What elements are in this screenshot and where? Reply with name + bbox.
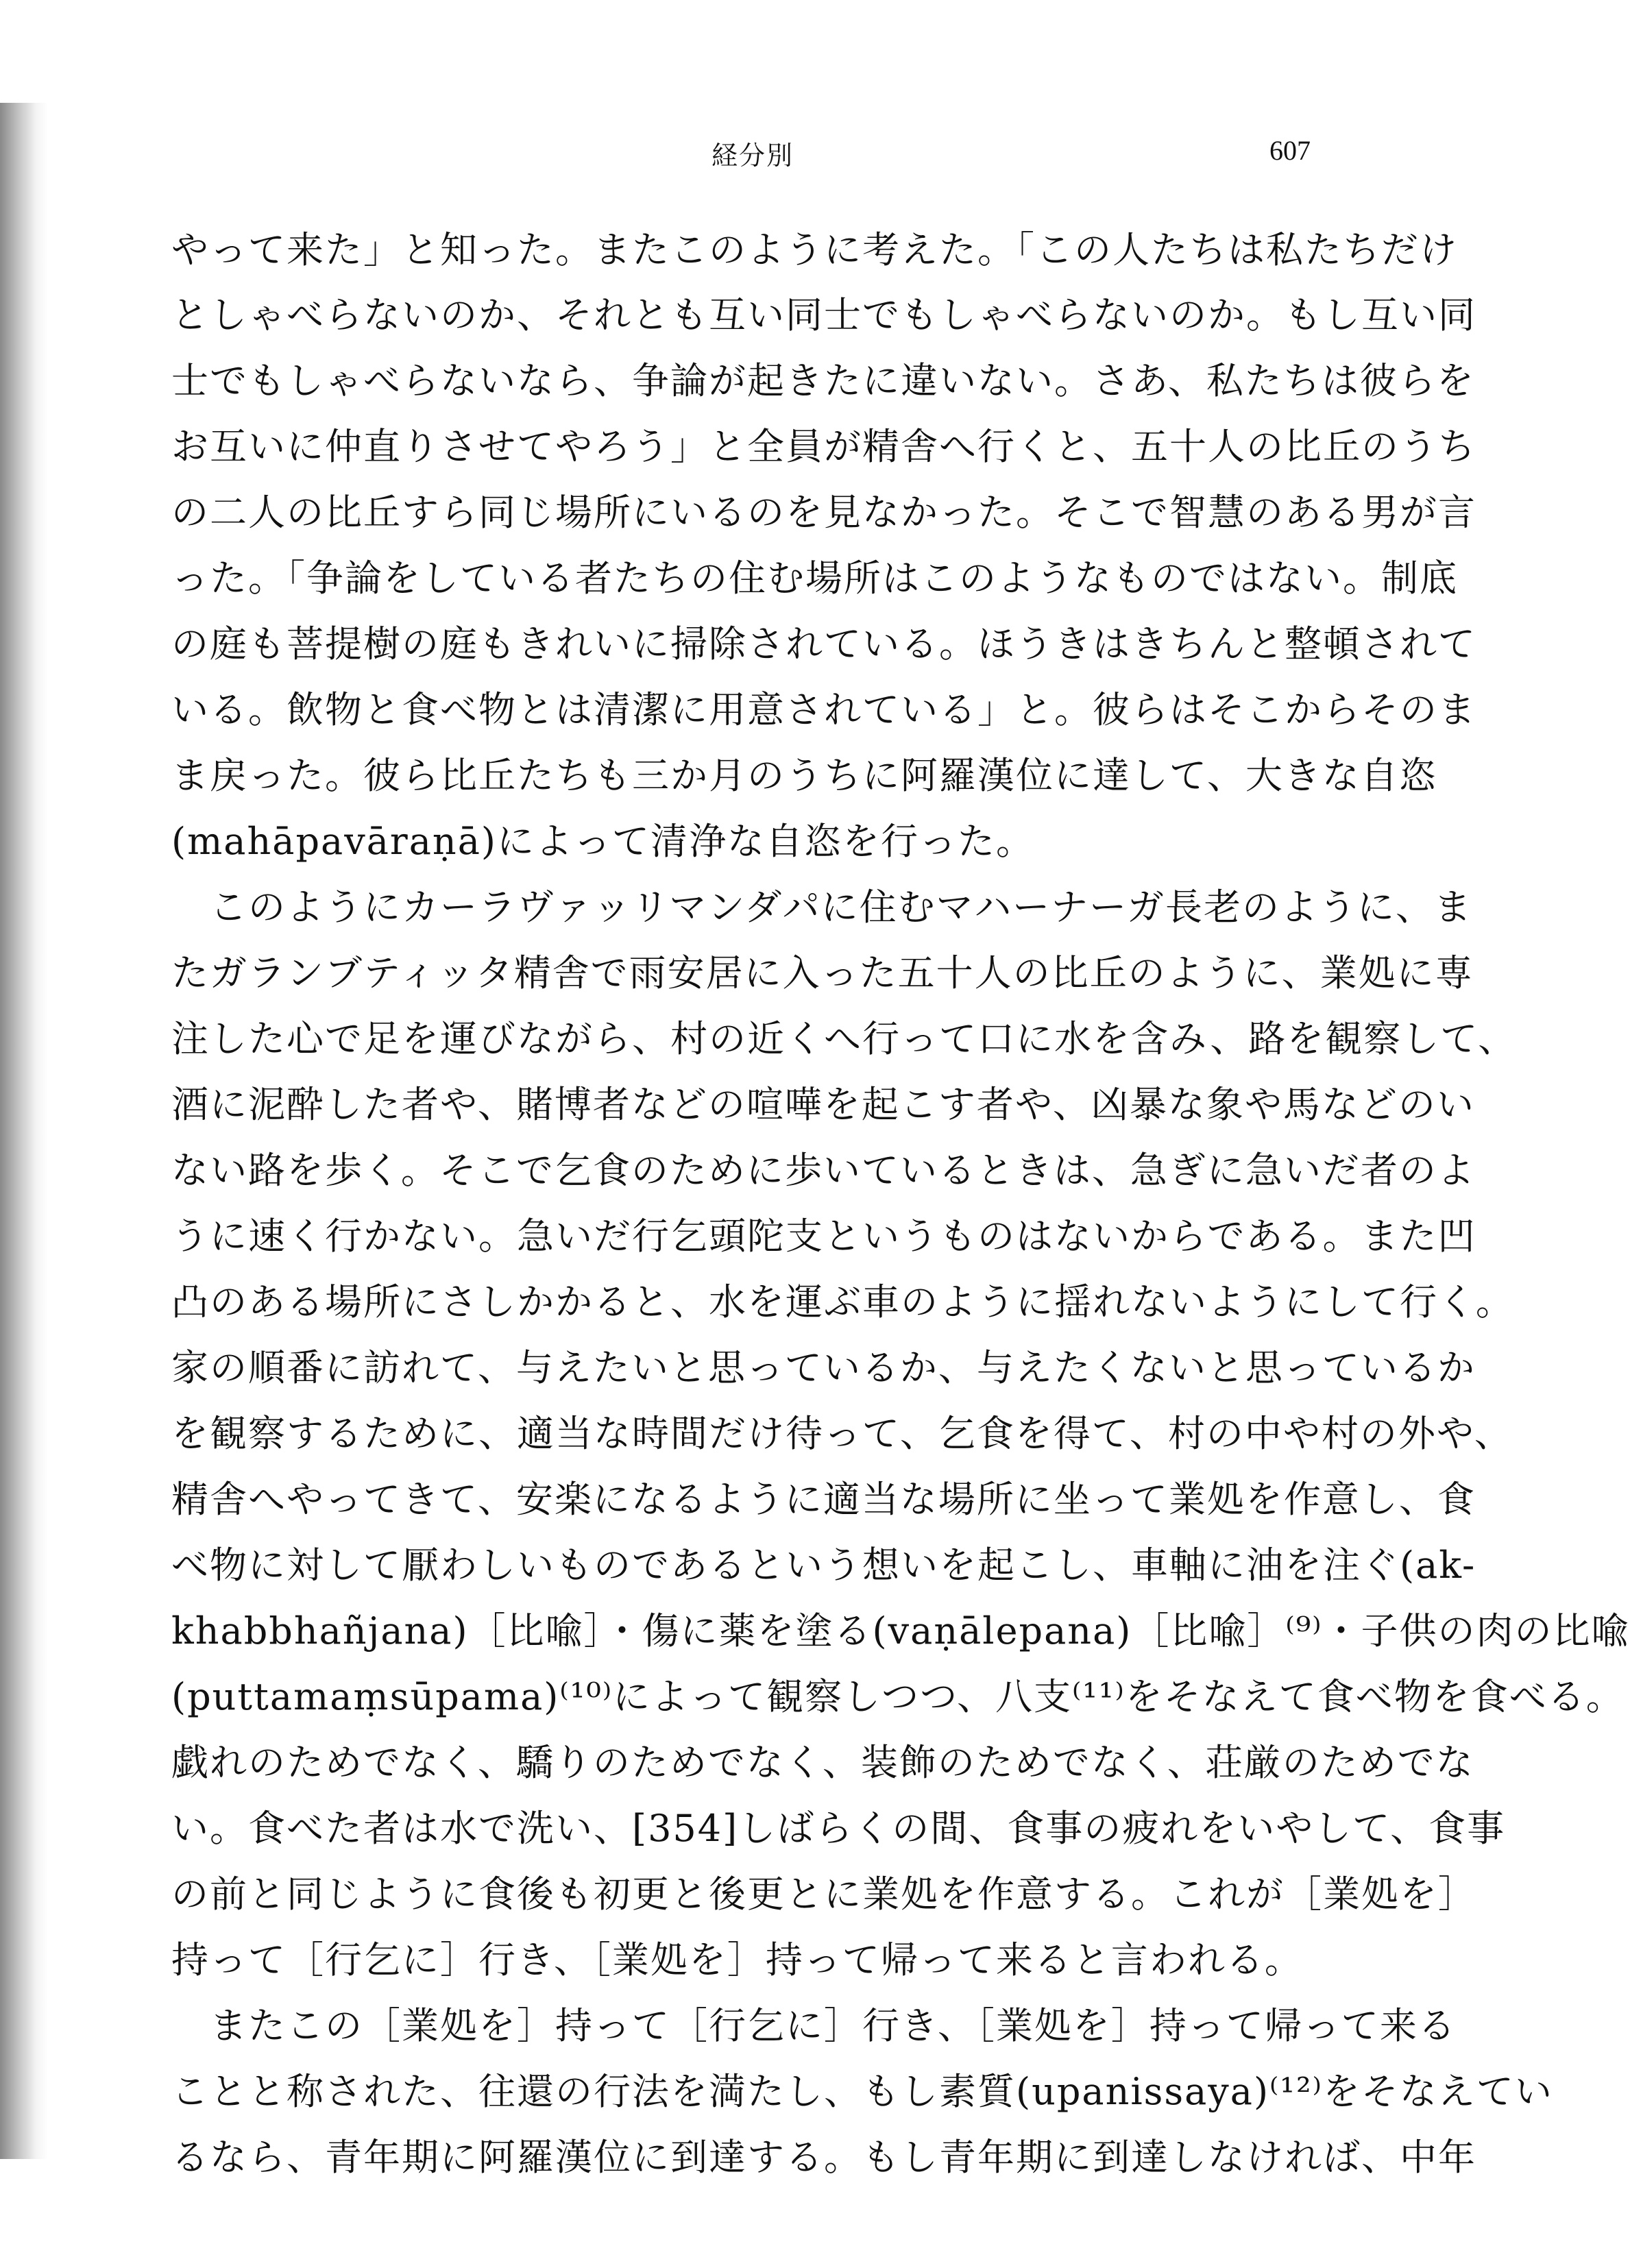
text-line: 精舎へやってきて、安楽になるように適当な場所に坐って業処を作意し、食 [171, 1478, 1476, 1521]
text-line: 凸のある場所にさしかかると、水を運ぶ車のように揺れないようにして行く。 [171, 1280, 1514, 1324]
running-title: 経分別 [711, 141, 794, 171]
text-line: たガランブティッタ精舎で雨安居に入った五十人の比丘のように、業処に専 [171, 951, 1474, 995]
text-line: い。食べた者は水で洗い、[354]しばらくの間、食事の疲れをいやして、食事 [171, 1807, 1506, 1850]
text-line: 戯れのためでなく、驕りのためでなく、装飾のためでなく、荘厳のためでな [171, 1741, 1474, 1784]
text-line: 持って［行乞に］行き、［業処を］持って帰って来ると言われる。 [171, 1938, 1303, 1982]
text-line: ま戻った。彼ら比丘たちも三か月のうちに阿羅漢位に達して、大きな自恣 [171, 754, 1437, 797]
text-line: またこの［業処を］持って［行乞に］行き、［業処を］持って帰って来る [171, 2004, 1457, 2047]
text-line: khabbhañjana)［比喩］・傷に薬を塗る(vaṇālepana)［比喩］⁽⁹⁾・子供の肉の比喩 [171, 1609, 1630, 1653]
text-line: の二人の比丘すら同じ場所にいるのを見なかった。そこで智慧のある男が言 [171, 491, 1476, 534]
text-line: の庭も菩提樹の庭もきれいに掃除されている。ほうきはきちんと整頓されて [171, 622, 1476, 666]
text-line: を観察するために、適当な時間だけ待って、乞食を得て、村の中や村の外や、 [171, 1412, 1513, 1455]
text-line: るなら、青年期に阿羅漢位に到達する。もし青年期に到達しなければ、中年 [171, 2136, 1476, 2179]
text-line: やって来た」と知った。またこのように考えた。「この人たちは私たちだけ [171, 228, 1458, 271]
text-line: (mahāpavāraṇā)によって清浄な自恣を行った。 [171, 820, 1034, 863]
text-line: べ物に対して厭わしいものであるという想いを起こし、車軸に油を注ぐ(ak- [171, 1544, 1476, 1587]
text-line: (puttamaṃsūpama)⁽¹⁰⁾によって観察しつつ、八支⁽¹¹⁾をそなえて食べ物を食べる。 [171, 1675, 1625, 1718]
text-line: 家の順番に訪れて、与えたいと思っているか、与えたくないと思っているか [171, 1346, 1476, 1389]
text-line: としゃべらないのか、それとも互い同士でもしゃべらないのか。もし互い同 [171, 293, 1476, 337]
text-line: ことと称された、往還の行法を満たし、もし素質(upanissaya)⁽¹²⁾をそなえてい [171, 2070, 1553, 2113]
text-line: 士でもしゃべらないなら、争論が起きたに違いない。さあ、私たちは彼らを [171, 359, 1475, 402]
text-line: った。「争論をしている者たちの住む場所はこのようなものではない。制底 [171, 557, 1458, 600]
text-line: うに速く行かない。急いだ行乞頭陀支というものはないからである。また凹 [171, 1215, 1476, 1258]
page-number: 607 [1269, 135, 1311, 166]
text-line: お互いに仲直りさせてやろう」と全員が精舎へ行くと、五十人の比丘のうち [171, 425, 1476, 468]
text-line: ない路を歩く。そこで乞食のために歩いているときは、急ぎに急いだ者のよ [171, 1149, 1476, 1192]
text-line: このようにカーラヴァッリマンダパに住むマハーナーガ長老のように、ま [171, 886, 1473, 929]
text-line: の前と同じように食後も初更と後更とに業処を作意する。これが［業処を］ [171, 1873, 1476, 1916]
text-line: 注した心で足を運びながら、村の近くへ行って口に水を含み、路を観察して、 [171, 1017, 1517, 1060]
text-line: 酒に泥酔した者や、賭博者などの喧嘩を起こす者や、凶暴な象や馬などのい [171, 1083, 1475, 1126]
text-line: いる。飲物と食べ物とは清潔に用意されている」と。彼らはそこからそのま [171, 688, 1476, 731]
